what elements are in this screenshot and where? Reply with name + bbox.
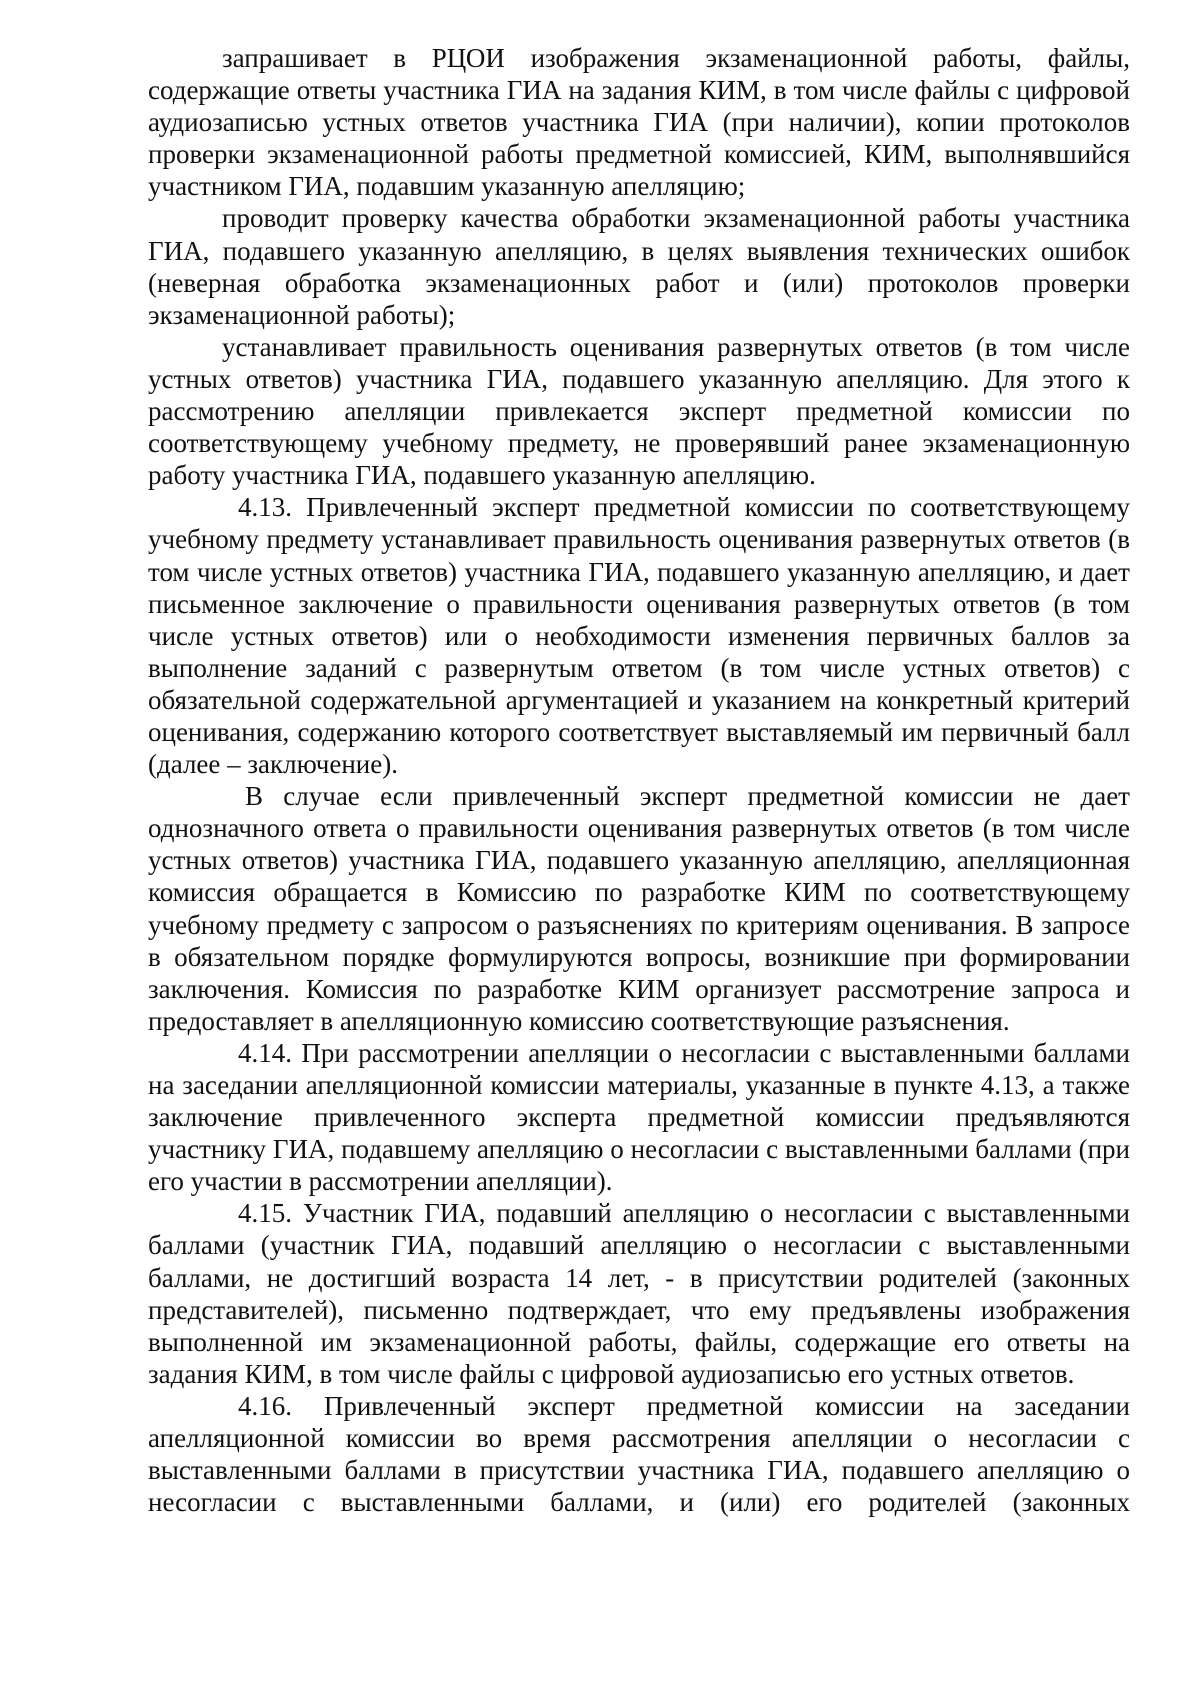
paragraph-4-13: 4.13. Привлеченный эксперт предметной комиссии по соответствующему учебному предмету устанавливает правильность оценивания развернутых ответов (в том числе устных ответов) участника ГИА, подавшего указанную апелляцию, и дает письменное заключение о правильности оценивания развернутых ответов (в том числе устных ответов) или о необходимости изменения первичных баллов за выполнение заданий с развернутым ответом (в том числе устных ответов) с обязательной содержательной аргументацией и указанием на конкретный критерий оценивания, содержанию которого соответствует выставляемый им первичный балл (далее – заключение). (148, 492, 1130, 780)
paragraph-4-16: 4.16. Привлеченный эксперт предметной комиссии на заседании апелляционной комиссии во время рассмотрения апелляции о несогласии с выставленными баллами в присутствии участника ГИА, подавшего апелляцию о несогласии с выставленными баллами, и (или) его родителей (законных (148, 1390, 1130, 1518)
document-body (148, 42, 1130, 1518)
paragraph-no-clear-answer: В случае если привлеченный эксперт предметной комиссии не дает однозначного ответа о правильности оценивания развернутых ответов (в том числе устных ответов) участника ГИА, подавшего указанную апелляцию, апелляционная комиссия обращается в Комиссию по разработке КИМ по соответствующему учебному предмету с запросом о разъяснениях по критериям оценивания. В запросе в обязательном порядке формулируются вопросы, возникшие при формировании заключения. Комиссия по разработке КИМ организует рассмотрение запроса и предоставляет в апелляционную комиссию соответствующие разъяснения. (148, 781, 1130, 1036)
paragraph-4-14: 4.14. При рассмотрении апелляции о несогласии с выставленными баллами на заседании апелляционной комиссии материалы, указанные в пункте 4.13, а также заключение привлеченного эксперта предметной комиссии предъявляются участнику ГИА, подавшему апелляцию о несогласии с выставленными баллами (при его участии в рассмотрении апелляции). (148, 1037, 1130, 1197)
paragraph-4-15: 4.15. Участник ГИА, подавший апелляцию о несогласии с выставленными баллами (участник ГИА, подавший апелляцию о несогласии с выставленными баллами, не достигший возраста 14 лет, - в присутствии родителей (законных представителей), письменно подтверждает, что ему предъявлены изображения выполненной им экзаменационной работы, файлы, содержащие его ответы на задания КИМ, в том числе файлы с цифровой аудиозаписью его устных ответов. (148, 1198, 1130, 1389)
paragraph-quality-check: проводит проверку качества обработки экзаменационной работы участника ГИА, подавшего указанную апелляцию, в целях выявления технических ошибок (неверная обработка экзаменационных работ и (или) протоколов проверки экзаменационной работы); (148, 203, 1130, 330)
paragraph-establish-correctness: устанавливает правильность оценивания развернутых ответов (в том числе устных ответов) участника ГИА, подавшего указанную апелляцию. Для этого к рассмотрению апелляции привлекается эксперт предметной комиссии по соответствующему учебному предмету, не проверявший ранее экзаменационную работу участника ГИА, подавшего указанную апелляцию. (148, 331, 1130, 491)
paragraph-request-materials: запрашивает в РЦОИ изображения экзаменационной работы, файлы, содержащие ответы участника ГИА на задания КИМ, в том числе файлы с цифровой аудиозаписью устных ответов участника ГИА (при наличии), копии протоколов проверки экзаменационной работы предметной комиссией, КИМ, выполнявшийся участником ГИА, подавшим указанную апелляцию; (148, 43, 1130, 202)
